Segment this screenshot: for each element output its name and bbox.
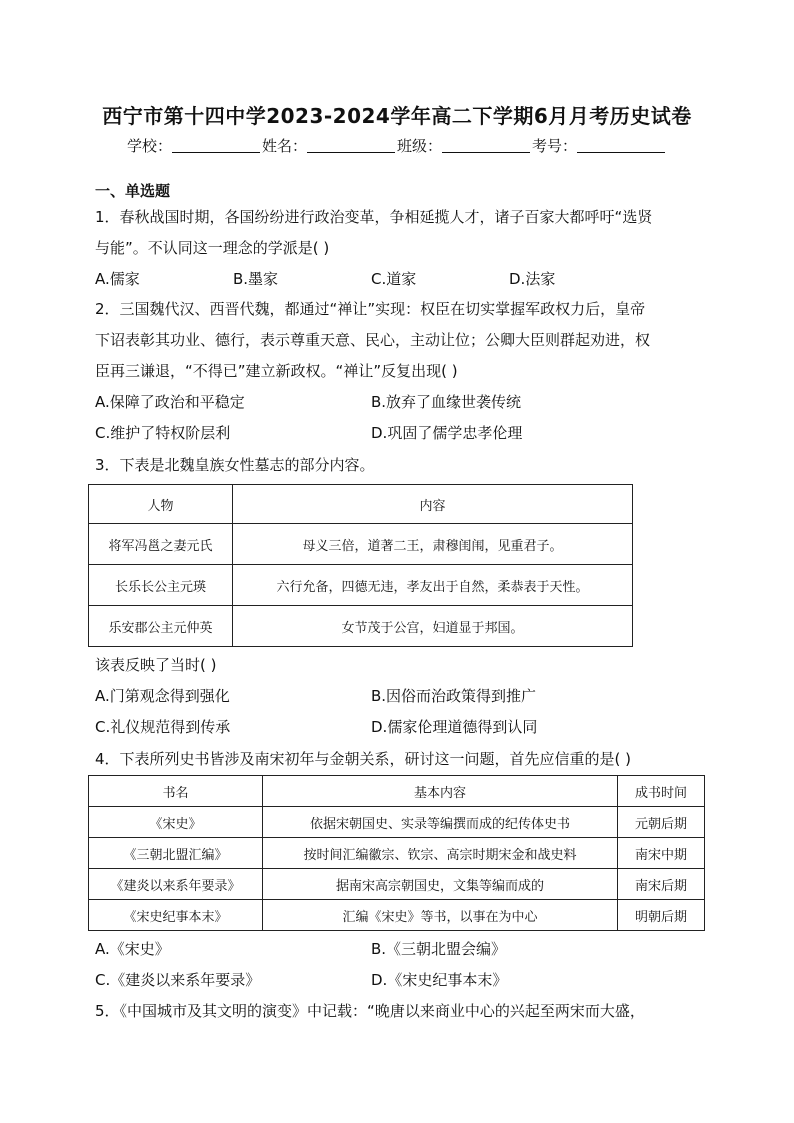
q3-cell-content: 女节茂于公宫，妇道显于邦国。	[233, 606, 633, 647]
q4-option-c[interactable]: C.《建炎以来系年要录》	[95, 971, 261, 989]
name-blank[interactable]	[307, 138, 395, 153]
q2-option-b[interactable]: B.放弃了血缘世袭传统	[371, 393, 522, 411]
section-heading: 一、单选题	[95, 182, 171, 200]
q4-header-date: 成书时间	[618, 776, 705, 807]
q4-cell-date: 明朝后期	[618, 900, 705, 931]
q3-cell-person: 将军冯邕之妻元氏	[89, 524, 233, 565]
q4-cell-book: 《建炎以来系年要录》	[89, 869, 263, 900]
q3-header-person: 人物	[89, 485, 233, 524]
q4-cell-book: 《宋史》	[89, 807, 263, 838]
q4-cell-book: 《宋史纪事本末》	[89, 900, 263, 931]
q3-option-b[interactable]: B.因俗而治政策得到推广	[371, 687, 537, 705]
q1-stem-line1: 1．春秋战国时期，各国纷纷进行政治变革，争相延揽人才，诸子百家大都呼吁“选贤	[95, 208, 653, 226]
q3-stem: 3．下表是北魏皇族女性墓志的部分内容。	[95, 456, 375, 474]
q1-option-a[interactable]: A.儒家	[95, 270, 140, 288]
q1-option-c[interactable]: C.道家	[371, 270, 417, 288]
q1-stem-line2: 与能”。不认同这一理念的学派是( )	[95, 239, 330, 257]
class-label: 班级：	[397, 137, 443, 155]
q2-stem-line1: 2．三国魏代汉、西晋代魏，都通过“禅让”实现：权臣在切实掌握军政权力后，皇帝	[95, 300, 646, 318]
table-row	[89, 565, 633, 606]
q4-cell-date: 南宋中期	[618, 838, 705, 869]
q4-cell-date: 南宋后期	[618, 869, 705, 900]
q2-stem-line3: 臣再三谦退，“不得已”建立新政权。“禅让”反复出现( )	[95, 362, 458, 380]
table-row	[89, 807, 705, 838]
q3-cell-person: 长乐长公主元瑛	[89, 565, 233, 606]
q4-header-content: 基本内容	[263, 776, 618, 807]
q4-cell-content: 据南宋高宗朝国史，文集等编而成的	[263, 869, 618, 900]
table-row	[89, 606, 633, 647]
table-row	[89, 838, 705, 869]
q4-option-b[interactable]: B.《三朝北盟会编》	[371, 940, 507, 958]
q4-cell-date: 元朝后期	[618, 807, 705, 838]
q4-stem: 4．下表所列史书皆涉及南宋初年与金朝关系，研讨这一问题，首先应信重的是( )	[95, 750, 632, 768]
q5-stem-line1: 5．《中国城市及其文明的演变》中记载：“晚唐以来商业中心的兴起至两宋而大盛，	[95, 1002, 645, 1020]
q4-cell-content: 汇编《宋史》等书，以事在为中心	[263, 900, 618, 931]
table-row	[89, 524, 633, 565]
q4-option-d[interactable]: D.《宋史纪事本末》	[371, 971, 508, 989]
class-blank[interactable]	[442, 138, 530, 153]
q3-cell-person: 乐安郡公主元仲英	[89, 606, 233, 647]
q3-option-d[interactable]: D.儒家伦理道德得到认同	[371, 718, 538, 736]
number-label: 考号：	[532, 137, 578, 155]
q1-option-d[interactable]: D.法家	[509, 270, 556, 288]
q3-option-a[interactable]: A.门第观念得到强化	[95, 687, 230, 705]
number-blank[interactable]	[577, 138, 665, 153]
q3-option-c[interactable]: C.礼仪规范得到传承	[95, 718, 231, 736]
school-blank[interactable]	[172, 138, 260, 153]
q2-stem-line2: 下诏表彰其功业、德行，表示尊重天意、民心，主动让位；公卿大臣则群起劝进，权	[95, 331, 651, 349]
q1-option-b[interactable]: B.墨家	[233, 270, 279, 288]
q3-table	[88, 484, 633, 647]
q2-option-d[interactable]: D.巩固了儒学忠孝伦理	[371, 424, 523, 442]
q3-after-text: 该表反映了当时( )	[95, 656, 217, 674]
q2-option-c[interactable]: C.维护了特权阶层利	[95, 424, 231, 442]
table-row	[89, 869, 705, 900]
q4-cell-content: 依据宋朝国史、实录等编撰而成的纪传体史书	[263, 807, 618, 838]
q3-cell-content: 六行允备，四德无违，孝友出于自然，柔恭表于天性。	[233, 565, 633, 606]
q4-cell-content: 按时间汇编徽宗、钦宗、高宗时期宋金和战史料	[263, 838, 618, 869]
q4-table	[88, 775, 705, 931]
q3-header-content: 内容	[233, 485, 633, 524]
q4-cell-book: 《三朝北盟汇编》	[89, 838, 263, 869]
q4-header-book: 书名	[89, 776, 263, 807]
q3-cell-content: 母义三倍，道著二王，肃穆闺闱，见重君子。	[233, 524, 633, 565]
school-label: 学校：	[126, 137, 172, 155]
student-info-line	[0, 135, 794, 156]
q2-option-a[interactable]: A.保障了政治和平稳定	[95, 393, 245, 411]
q4-option-a[interactable]: A.《宋史》	[95, 940, 170, 958]
table-row	[89, 900, 705, 931]
q3-table-header	[89, 485, 633, 524]
q4-table-header	[89, 776, 705, 807]
page-title: 西宁市第十四中学2023-2024学年高二下学期6月月考历史试卷	[102, 104, 692, 128]
name-label: 姓名：	[261, 137, 307, 155]
